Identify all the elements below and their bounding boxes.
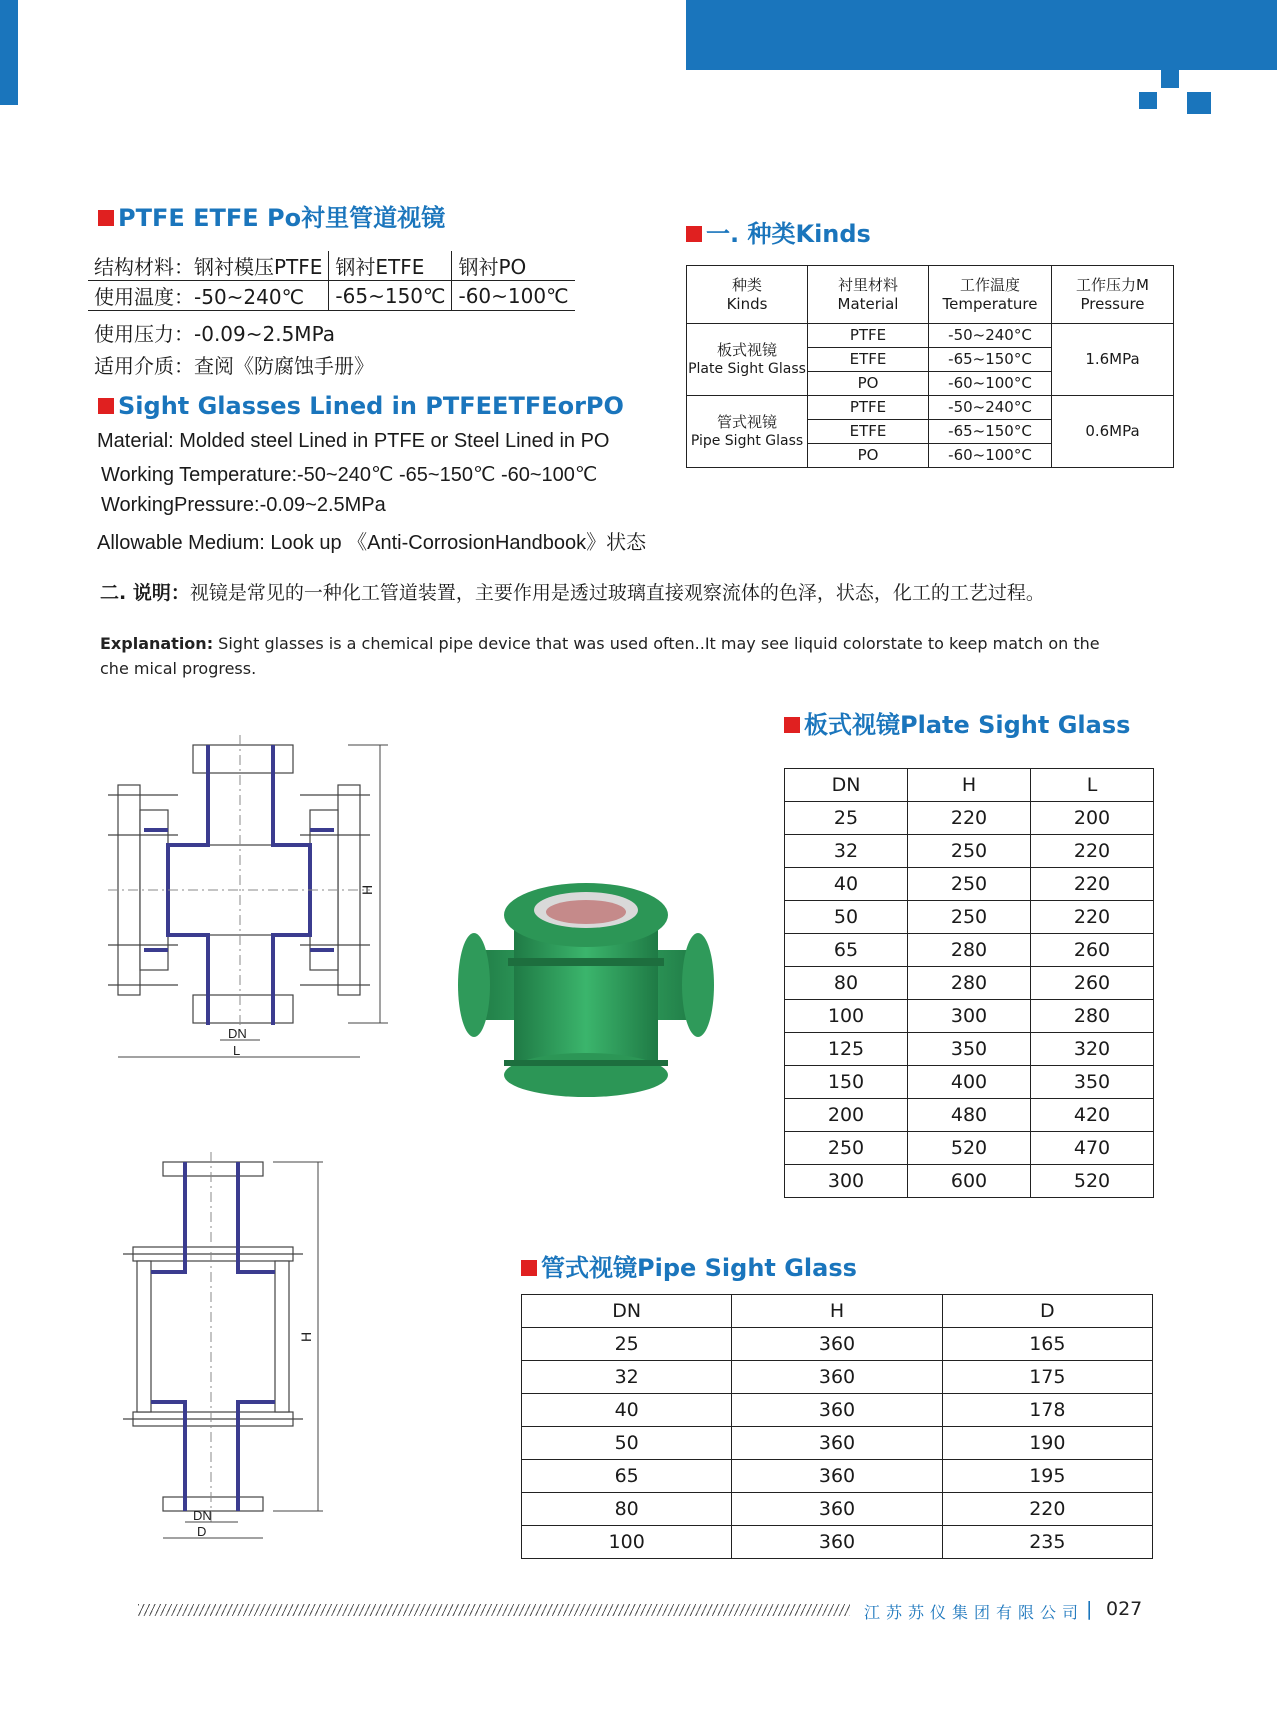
red-marker [686,226,702,242]
table-row [522,1361,1153,1394]
table-row [785,1099,1154,1132]
kinds-title-text: 一. 种类Kinds [706,220,871,248]
table-header-cell: H [732,1295,942,1328]
table-row [785,1165,1154,1198]
table-cell: 260 [1031,934,1154,967]
table-row [785,934,1154,967]
table-row [785,1132,1154,1165]
spec-pressure-cn: 使用压力：-0.09~2.5MPa [94,322,335,346]
explanation-cn-label: 二. 说明： [100,582,190,604]
table-cell: 40 [522,1394,732,1427]
table-cell: 165 [942,1328,1152,1361]
table-row [522,1427,1153,1460]
table-cell: 360 [732,1427,942,1460]
kinds-temp: -50~240°C [929,396,1052,420]
group-en: Plate Sight Glass [688,360,806,377]
kinds-material: ETFE [808,420,929,444]
table-cell: 80 [522,1493,732,1526]
table-cell: 350 [908,1033,1031,1066]
table-cell: 420 [1031,1099,1154,1132]
red-marker [784,717,800,733]
pipe-table [521,1294,1153,1559]
spec-cell: 钢衬ETFE [329,251,452,281]
table-row [522,1526,1153,1559]
spec-table-cn [88,251,575,311]
explanation-en-text: Sight glasses is a chemical pipe device that was used often..It may see liquid colorstate to keep match on the [213,634,1100,653]
table-cell: 220 [1031,868,1154,901]
kinds-pressure: 1.6MPa [1052,324,1174,396]
table-cell: 200 [1031,802,1154,835]
kinds-header-kinds [687,266,808,324]
table-cell: 520 [908,1132,1031,1165]
footer-separator: | [1086,1598,1093,1620]
section-title-cn-text: PTFE ETFE Po衬里管道视镜 [118,204,446,232]
plate-title-text: 板式视镜Plate Sight Glass [804,711,1131,739]
explanation-en-line2: che mical progress. [100,659,257,678]
table-row [785,1000,1154,1033]
table-row [785,1033,1154,1066]
table-cell: 480 [908,1099,1031,1132]
table-cell: 280 [908,934,1031,967]
table-cell: 250 [908,835,1031,868]
pipe-title-text: 管式视镜Pipe Sight Glass [541,1254,857,1282]
header-en: Pressure [1080,294,1145,313]
header-square [1187,92,1211,114]
table-cell: 65 [522,1460,732,1493]
group-cn: 管式视镜 [716,412,777,431]
dim-d-label: D [197,1524,207,1539]
table-header-cell: DN [785,769,908,802]
table-cell: 32 [785,835,908,868]
kinds-temp: -50~240°C [929,324,1052,348]
table-cell: 360 [732,1328,942,1361]
table-cell: 470 [1031,1132,1154,1165]
plate-sight-glass-photo [452,870,720,1100]
spec-cell: -65~150℃ [329,281,452,311]
table-cell: 25 [785,802,908,835]
table-cell: 320 [1031,1033,1154,1066]
pipe-sight-glass-drawing [123,1152,343,1542]
header-cn: 衬里材料 [837,275,898,294]
kinds-table [686,265,1174,468]
table-cell: 300 [785,1165,908,1198]
table-cell: 400 [908,1066,1031,1099]
spec-material-en: Material: Molded steel Lined in PTFE or Steel Lined in PO [97,430,610,452]
table-cell: 25 [522,1328,732,1361]
table-cell: 250 [785,1132,908,1165]
table-cell: 220 [908,802,1031,835]
table-cell: 50 [785,901,908,934]
table-cell: 32 [522,1361,732,1394]
header-cn: 种类 [731,275,762,294]
table-cell: 360 [732,1460,942,1493]
table-cell: 280 [1031,1000,1154,1033]
table-cell: 260 [1031,967,1154,1000]
header-band [686,0,1277,70]
table-row [785,901,1154,934]
section-title-cn [98,198,445,233]
table-cell: 520 [1031,1165,1154,1198]
table-header-cell: DN [522,1295,732,1328]
red-marker [98,210,114,226]
dim-dn-label: DN [228,1026,247,1041]
table-row [522,1460,1153,1493]
kinds-temp: -65~150°C [929,420,1052,444]
header-square [1139,92,1157,109]
table-row [785,802,1154,835]
plate-table [784,768,1154,1198]
table-cell: 280 [908,967,1031,1000]
table-cell: 300 [908,1000,1031,1033]
section-title-en [98,392,624,420]
kinds-title [686,214,871,249]
footer-hatch [138,1604,850,1616]
explanation-en [100,631,1180,681]
kinds-material: ETFE [808,348,929,372]
kinds-group-plate [687,324,808,396]
group-cn: 板式视镜 [716,340,777,359]
table-header-cell: D [942,1295,1152,1328]
kinds-header-temperature [929,266,1052,324]
spec-cell: 使用温度：-50~240℃ [88,281,329,311]
table-cell: 190 [942,1427,1152,1460]
kinds-temp: -65~150°C [929,348,1052,372]
table-row [785,1066,1154,1099]
kinds-header-material [808,266,929,324]
dim-h-label: H [298,1331,314,1342]
spec-cell: -60~100℃ [452,281,575,311]
table-cell: 350 [1031,1066,1154,1099]
section-title-en-text: Sight Glasses Lined in PTFEETFEorPO [118,392,624,420]
table-cell: 250 [908,901,1031,934]
header-en: Kinds [726,294,768,313]
table-cell: 235 [942,1526,1152,1559]
spec-medium-en: Allowable Medium: Look up 《Anti-CorrosionHandbook》状态 [97,532,647,554]
kinds-material: PO [808,444,929,468]
table-cell: 100 [522,1526,732,1559]
explanation-en-label: Explanation: [100,634,214,653]
table-cell: 200 [785,1099,908,1132]
table-cell: 220 [942,1493,1152,1526]
table-cell: 195 [942,1460,1152,1493]
left-accent-bar [0,0,18,105]
table-header-cell: H [908,769,1031,802]
table-cell: 360 [732,1361,942,1394]
table-cell: 220 [1031,835,1154,868]
table-row [522,1394,1153,1427]
table-cell: 150 [785,1066,908,1099]
header-square [1161,70,1179,88]
header-en: Material [837,294,899,313]
plate-sight-glass-drawing [108,735,390,1065]
spec-medium-cn: 适用介质：查阅《防腐蚀手册》 [94,354,374,378]
spec-cell: 结构材料：钢衬模压PTFE [88,251,329,281]
table-row [785,967,1154,1000]
table-cell: 360 [732,1493,942,1526]
explanation-en-line1 [100,631,1180,656]
table-cell: 40 [785,868,908,901]
pipe-title [521,1248,857,1283]
table-cell: 65 [785,934,908,967]
footer-company: 江苏苏仪集团有限公司 [864,1603,1085,1622]
group-en: Pipe Sight Glass [690,432,804,449]
kinds-temp: -60~100°C [929,372,1052,396]
table-cell: 50 [522,1427,732,1460]
kinds-temp: -60~100°C [929,444,1052,468]
table-cell: 178 [942,1394,1152,1427]
kinds-pressure: 0.6MPa [1052,396,1174,468]
explanation-cn [100,578,1045,605]
header-en: Temperature [942,294,1038,313]
kinds-header-pressure [1052,266,1174,324]
dim-dn-label: DN [193,1508,212,1523]
spec-pressure-en: WorkingPressure:-0.09~2.5MPa [101,494,386,516]
table-cell: 250 [908,868,1031,901]
table-cell: 100 [785,1000,908,1033]
table-cell: 600 [908,1165,1031,1198]
header-cn: 工作压力M [1076,275,1149,294]
kinds-material: PTFE [808,324,929,348]
table-header-row [522,1295,1153,1328]
dim-h-label: H [359,884,375,895]
table-row [522,1328,1153,1361]
explanation-cn-text: 视镜是常见的一种化工管道装置，主要作用是透过玻璃直接观察流体的色泽，状态，化工的工艺过程。 [189,582,1045,604]
header-cn: 工作温度 [959,275,1020,294]
spec-temperature-en: Working Temperature:-50~240℃ -65~150℃ -60~100℃ [101,464,598,486]
table-header-cell: L [1031,769,1154,802]
table-cell: 360 [732,1526,942,1559]
spec-cell: 钢衬PO [452,251,575,281]
plate-title [784,705,1130,740]
table-row [785,868,1154,901]
footer-page-number: 027 [1106,1598,1143,1620]
table-header-row [785,769,1154,802]
kinds-material: PTFE [808,396,929,420]
table-cell: 125 [785,1033,908,1066]
dim-l-label: L [233,1043,241,1058]
table-row [785,835,1154,868]
table-cell: 220 [1031,901,1154,934]
table-cell: 175 [942,1361,1152,1394]
table-row [522,1493,1153,1526]
kinds-group-pipe [687,396,808,468]
table-cell: 360 [732,1394,942,1427]
kinds-material: PO [808,372,929,396]
red-marker [98,398,114,414]
red-marker [521,1260,537,1276]
table-cell: 80 [785,967,908,1000]
